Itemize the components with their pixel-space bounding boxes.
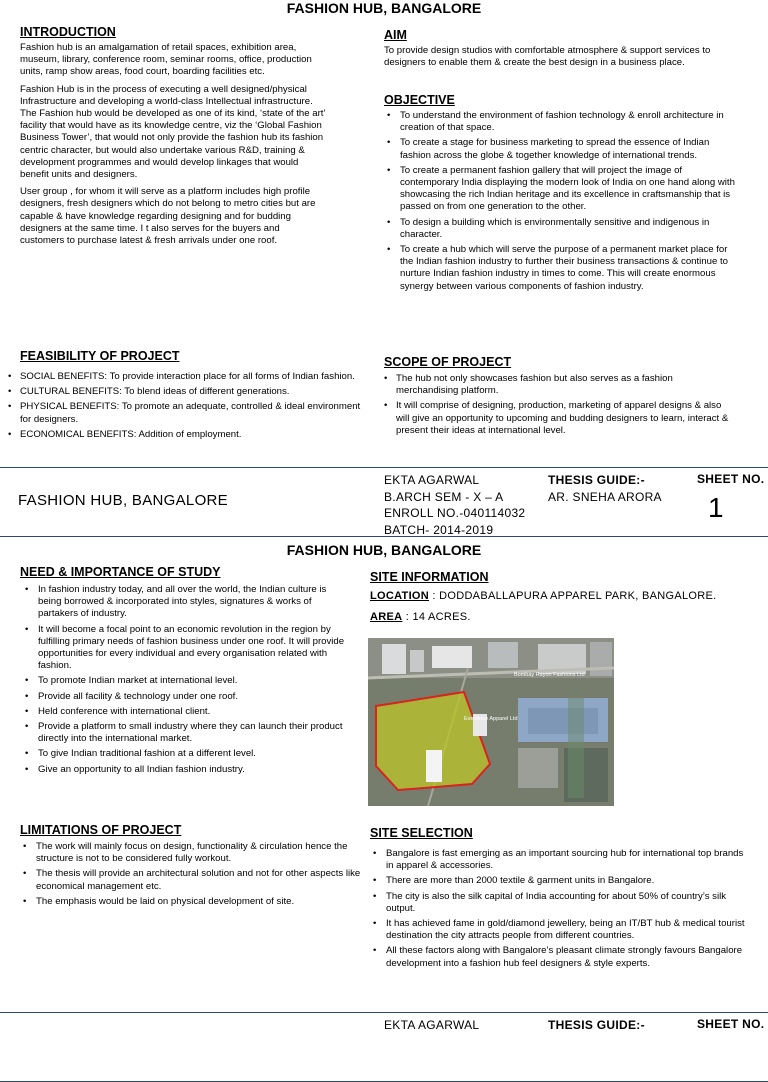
area-value: : 14 ACRES. xyxy=(402,611,471,623)
list-item: • PHYSICAL BENEFITS: To promote an adequate, controlled & ideal environment for designers. xyxy=(4,401,372,425)
list-item: • Provide a platform to small industry where they can launch their product directly into the international market. xyxy=(20,721,348,745)
title-block-student xyxy=(384,1017,479,1034)
student-course: B.ARCH SEM - X – A xyxy=(384,489,504,504)
site-satellite-map xyxy=(368,638,614,806)
objective-heading: OBJECTIVE xyxy=(384,93,455,107)
aim-text: To provide design studios with comfortable atmosphere & support services to designers to enable them & create the best design in a business place. xyxy=(384,45,711,69)
site-area xyxy=(370,610,471,624)
intro-paragraph: Fashion Hub is in the process of executing a well designed/physical Infrastructure and developing a world-class Intellectual infrastructure. The Fashion hub would be developed as one of its kind, ‘state of the art’ facility that would have as its knowledge centre, viz the ‘Global Fashion Business Tower’, that would not only provide the fashion hub its fashion centric character, but would also undertake various R&D, training & development programmes and would develop linkages that would benefit units and designers. xyxy=(20,83,326,181)
list-item: • To design a building which is environmentally sensitive and indigenous in character. xyxy=(382,217,742,241)
list-item: • To give Indian traditional fashion at a different level. xyxy=(20,748,348,760)
list-item: • To promote Indian market at international level. xyxy=(20,675,348,687)
sheet2-title: FASHION HUB, BANGALORE xyxy=(286,542,482,558)
need-list xyxy=(20,584,348,779)
title-block xyxy=(0,467,768,537)
list-item: • The work will mainly focus on design, functionality & circulation hence the structure is not to be considered fully workout. xyxy=(18,841,368,865)
feasibility-heading: FEASIBILITY OF PROJECT xyxy=(20,349,180,363)
list-item: • Provide all facility & technology under one roof. xyxy=(20,691,348,703)
list-item: • There are more than 2000 textile & garment units in Bangalore. xyxy=(368,875,748,887)
aim-heading: AIM xyxy=(384,28,407,42)
student-name: EKTA AGARWAL xyxy=(384,473,480,487)
feasibility-list xyxy=(4,371,372,444)
title-block-student xyxy=(384,472,525,538)
list-item: • The hub not only showcases fashion but also serves as a fashion merchandising platform. xyxy=(380,373,730,397)
sheet-number: 1 xyxy=(708,492,724,523)
list-item: • Held conference with international client. xyxy=(20,706,348,718)
guide-label: THESIS GUIDE:- xyxy=(548,473,645,487)
title-block-project: FASHION HUB, BANGALORE xyxy=(18,492,228,509)
introduction-heading: INTRODUCTION xyxy=(20,25,116,39)
location-value: : DODDABALLAPURA APPAREL PARK, BANGALORE. xyxy=(429,590,717,602)
limitations-list xyxy=(18,841,368,911)
list-item: • It will comprise of designing, production, marketing of apparel designs & also will give an opportunity to upcoming and budding designers to learn, interact & present their ideas at international level. xyxy=(380,400,730,437)
list-item: • In fashion industry today, and all over the world, the Indian culture is being borrowed & incorporated into styles, signatures & works of partakers of industry. xyxy=(20,584,348,621)
list-item: • Give an opportunity to all Indian fashion industry. xyxy=(20,764,348,776)
objective-list xyxy=(382,110,742,296)
list-item: • To create a permanent fashion gallery that will project the image of contemporary India displaying the modern look of India on one hand along with showcasing the rich Indian heritage and its excellence in craftsmanship that is passed on from one generation to the other. xyxy=(382,165,742,214)
scope-heading: SCOPE OF PROJECT xyxy=(384,355,512,369)
student-enroll: ENROLL NO.-040114032 xyxy=(384,506,526,520)
map-label: Eversince Apparel Ltd xyxy=(464,716,518,722)
map-label: Bombay Rayon Fashions Ltd xyxy=(514,672,585,678)
site-location xyxy=(370,589,717,603)
title-block-guide xyxy=(548,1017,645,1034)
sheet1-title: FASHION HUB, BANGALORE xyxy=(286,0,482,16)
sheet-label: SHEET NO. xyxy=(697,1017,765,1031)
intro-paragraph: User group , for whom it will serve as a platform includes high profile designers, fresh designers which do not belong to metro cities but are capable & have knowledge regarding designing and for budding designers at the same time. I t also serves for the buyers and customers to purchase latest & fresh arrivals under one roof. xyxy=(20,186,316,247)
area-label: AREA xyxy=(370,611,403,623)
guide-label: THESIS GUIDE:- xyxy=(548,1018,645,1032)
list-item: • The thesis will provide an architectural solution and not for other aspects like economical management etc. xyxy=(18,868,368,892)
guide-name: AR. SNEHA ARORA xyxy=(548,489,662,504)
list-item: • Bangalore is fast emerging as an important sourcing hub for international top brands in apparel & accessories. xyxy=(368,848,748,872)
introduction-text xyxy=(20,42,326,252)
list-item: • The city is also the silk capital of India accounting for about 50% of country’s silk output. xyxy=(368,891,748,915)
list-item: • To create a hub which will serve the purpose of a permanent market place for the Indian fashion industry to further their business transactions & continue to nurture Indian fashion industry in times to come. This will create enormous synergy between various components of fashion industry. xyxy=(382,244,742,293)
need-heading: NEED & IMPORTANCE OF STUDY xyxy=(20,565,221,579)
site-selection-heading: SITE SELECTION xyxy=(370,826,473,840)
limitations-heading: LIMITATIONS OF PROJECT xyxy=(20,823,182,837)
list-item: • To understand the environment of fashion technology & enroll architecture in creation of that space. xyxy=(382,110,742,134)
list-item: • The emphasis would be laid on physical development of site. xyxy=(18,896,368,908)
title-block-partial xyxy=(0,1012,768,1082)
list-item: • It will become a focal point to an economic revolution in the region by fulfilling primary needs of fashion business under one roof. It will provide opportunities for every individual and every organisation related with fashion. xyxy=(20,624,348,673)
location-label: LOCATION xyxy=(370,590,430,602)
title-block-guide xyxy=(548,472,662,505)
list-item: • It has achieved fame in gold/diamond jewellery, being an IT/BT hub & medical tourist destination the city attracts people from different countries. xyxy=(368,918,748,942)
list-item: • All these factors along with Bangalore’s pleasant climate strongly favours Bangalore development into a fashion hub feel designers & style experts. xyxy=(368,945,748,969)
list-item: • To create a stage for business marketing to spread the essence of Indian fashion across the globe & together knowledge of international trends. xyxy=(382,137,742,161)
list-item: • SOCIAL BENEFITS: To provide interaction place for all forms of Indian fashion. xyxy=(4,371,372,383)
list-item: • CULTURAL BENEFITS: To blend ideas of different generations. xyxy=(4,386,372,398)
intro-paragraph: Fashion hub is an amalgamation of retail spaces, exhibition area, museum, library, conference room, seminar rooms, office, production units, ramp show areas, food court, boarding facilities etc. xyxy=(20,42,312,78)
scope-list xyxy=(380,373,730,440)
student-name: EKTA AGARWAL xyxy=(384,1018,480,1032)
list-item: • ECONOMICAL BENEFITS: Addition of employment. xyxy=(4,429,372,441)
student-batch: BATCH- 2014-2019 xyxy=(384,522,494,537)
site-selection-list xyxy=(368,848,748,973)
site-map-graphic xyxy=(368,638,614,806)
site-info-heading: SITE INFORMATION xyxy=(370,570,489,584)
sheet-label: SHEET NO. xyxy=(697,472,765,486)
